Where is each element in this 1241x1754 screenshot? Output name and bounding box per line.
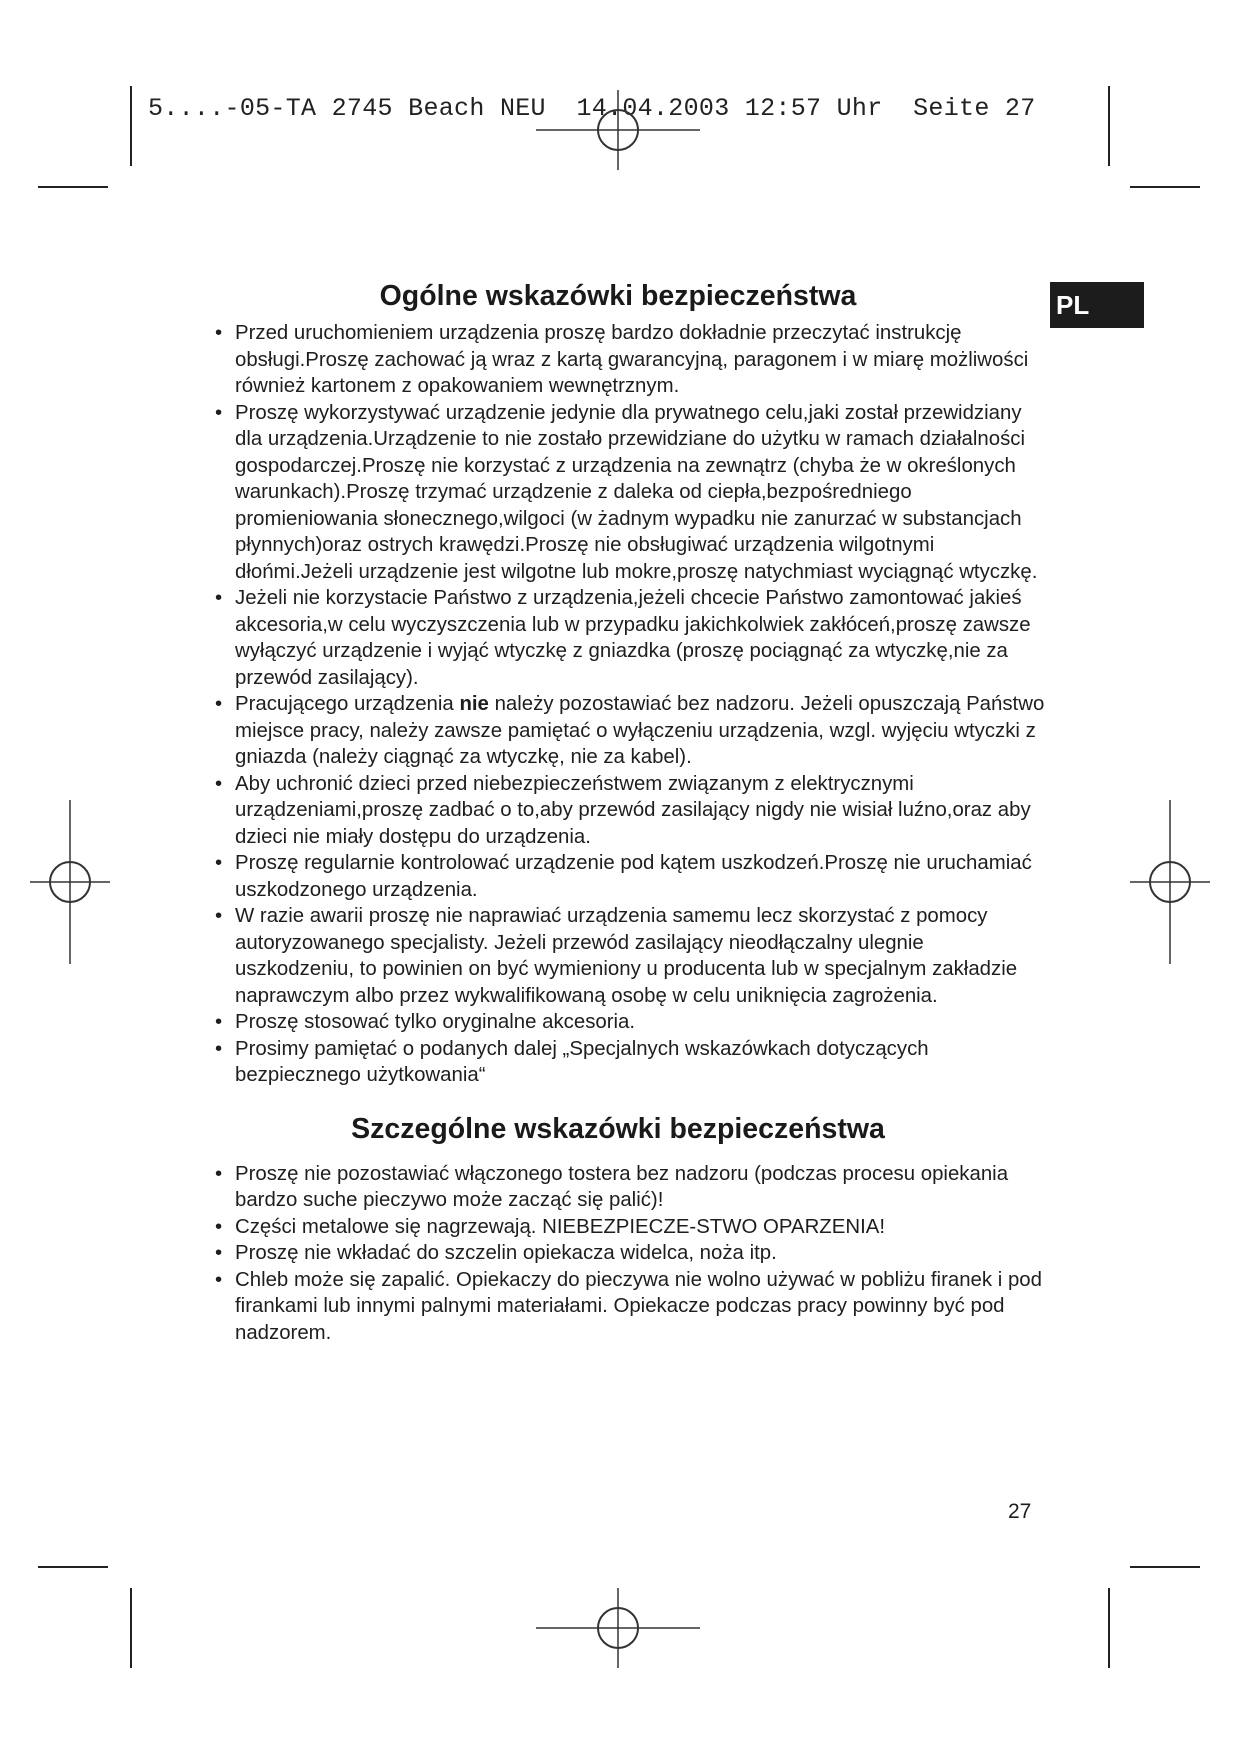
list-item: • Jeżeli nie korzystacie Państwo z urządzenia,jeżeli chcecie Państwo zamontować jakieś akcesoria,w celu wyczyszczenia lub w przypadku jakichkolwiek zakłóceń,proszę zawsze wyłączyć urządzenie i wyjąć wtyczkę z gniazdka (proszę pociągnąć za wtyczkę,nie za przewód zasilający). bbox=[215, 587, 1031, 689]
bullet-icon: • bbox=[215, 772, 223, 795]
page-number: 27 bbox=[1008, 1500, 1032, 1523]
crop-mark-top-left-horizontal bbox=[38, 186, 108, 188]
bullet-icon: • bbox=[215, 905, 223, 927]
main-content bbox=[188, 278, 1048, 1346]
crop-mark-top-right-horizontal bbox=[1130, 186, 1200, 188]
crop-mark-top-left-vertical bbox=[130, 86, 132, 166]
crop-mark-bottom-right-vertical bbox=[1108, 1588, 1110, 1668]
special-safety-list bbox=[188, 1161, 1048, 1347]
registration-mark-right bbox=[1130, 800, 1210, 964]
list-item: • Proszę stosować tylko oryginalne akcesoria. bbox=[188, 1009, 1048, 1036]
list-item: • Przed uruchomieniem urządzenia proszę bardzo dokładnie przeczytać instrukcję obsługi.Proszę zachować ją wraz z kartą gwarancyjną, paragonem i w miarę możliwości również kartonem z opakowaniem wewnętrznym. bbox=[215, 322, 1029, 397]
section-title-special-safety: Szczególne wskazówki bezpieczeństwa bbox=[351, 1112, 885, 1145]
section-title-general-safety: Ogólne wskazówki bezpieczeństwa bbox=[379, 280, 857, 312]
bullet-icon: • bbox=[215, 587, 223, 609]
bullet-icon: • bbox=[215, 1215, 223, 1238]
language-tab-pl: PL bbox=[1050, 282, 1144, 328]
bullet-icon: • bbox=[215, 852, 223, 874]
bullet-icon: • bbox=[215, 1037, 223, 1060]
list-item: • Proszę nie pozostawiać włączonego tostera bez nadzoru (podczas procesu opiekania bardzo suche pieczywo może zacząć się palić)! bbox=[215, 1162, 1009, 1211]
list-item: • Części metalowe się nagrzewają. NIEBEZPIECZE-STWO OPARZENIA! bbox=[188, 1214, 1048, 1241]
crop-mark-bottom-left-vertical bbox=[130, 1588, 132, 1668]
bullet-icon: • bbox=[215, 693, 223, 715]
list-item: • Proszę nie wkładać do szczelin opiekacza widelca, noża itp. bbox=[188, 1240, 1048, 1267]
emphasis-nie: nie bbox=[459, 693, 489, 715]
list-item: • Aby uchronić dzieci przed niebezpieczeństwem związanym z elektrycznymi urządzeniami,proszę zadbać o to,aby przewód zasilający nigdy nie wisiał luźno,oraz aby dzieci nie miały dostępu do urządzenia. bbox=[215, 772, 1031, 848]
crop-mark-bottom-left-horizontal bbox=[38, 1566, 108, 1568]
list-item: • W razie awarii proszę nie naprawiać urządzenia samemu lecz skorzystać z pomocy autoryzowanego specjalisty. Jeżeli przewód zasilający nieodłączalny ulegnie uszkodzeniu, to powinien on być wymieniony u producenta lub w specjalnym zakładzie naprawczym albo przez wykwalifikowaną osobę w celu uniknięcia zagrożenia. bbox=[215, 905, 1018, 1007]
list-item: • Pracującego urządzenia nie należy pozostawiać bez nadzoru. Jeżeli opuszczają Państwo miejsce pracy, należy zawsze pamiętać o wyłączeniu urządzenia, wzgl. wyjęciu wtyczki z gniazda (należy ciągnąć za wtyczkę, nie za kabel). bbox=[215, 693, 1045, 768]
list-item: • Proszę wykorzystywać urządzenie jedynie dla prywatnego celu,jaki został przewidziany dla urządzenia.Urządzenie to nie zostało przewidziane do użytku w ramach działalności gospodarczej.Proszę nie korzystać z urządzenia na zewnątrz (chyba że w określonych warunkach).Proszę trzymać urządzenie z daleka od ciepła,bezpośredniego promieniowania słonecznego,wilgoci (w żadnym wypadku nie zanurzać w substancjach płynnych)oraz ostrych krawędzi.Proszę nie obsługiwać urządzenia wilgotnymi dłońmi.Jeżeli urządzenie jest wilgotne lub mokre,proszę natychmiast wyciągnąć wtyczkę. bbox=[215, 401, 1038, 583]
bullet-icon: • bbox=[215, 322, 223, 344]
registration-mark-top bbox=[536, 90, 700, 170]
registration-mark-left bbox=[30, 800, 110, 964]
bullet-icon: • bbox=[215, 401, 223, 424]
crop-mark-top-right-vertical bbox=[1108, 86, 1110, 166]
bullet-icon: • bbox=[215, 1268, 223, 1291]
print-slug-line: 5....-05-TA 2745 Beach NEU 14.04.2003 12:57 Uhr Seite 27 bbox=[148, 94, 1036, 123]
list-item: • Proszę regularnie kontrolować urządzenie pod kątem uszkodzeń.Proszę nie uruchamiać uszkodzonego urządzenia. bbox=[215, 852, 1032, 901]
registration-mark-bottom bbox=[536, 1588, 700, 1668]
list-item: • Chleb może się zapalić. Opiekaczy do pieczywa nie wolno używać w pobliżu firanek i pod firankami lub innymi palnymi materiałami. Opiekacze podczas pracy powinny być pod nadzorem. bbox=[215, 1268, 1042, 1344]
bullet-icon: • bbox=[215, 1242, 223, 1264]
bullet-icon: • bbox=[215, 1011, 223, 1033]
bullet-icon: • bbox=[215, 1162, 223, 1185]
crop-mark-bottom-right-horizontal bbox=[1130, 1566, 1200, 1568]
list-item: • Prosimy pamiętać o podanych dalej „Specjalnych wskazówkach dotyczących bezpiecznego użytkowania“ bbox=[215, 1037, 929, 1086]
general-safety-list bbox=[188, 320, 1048, 1089]
